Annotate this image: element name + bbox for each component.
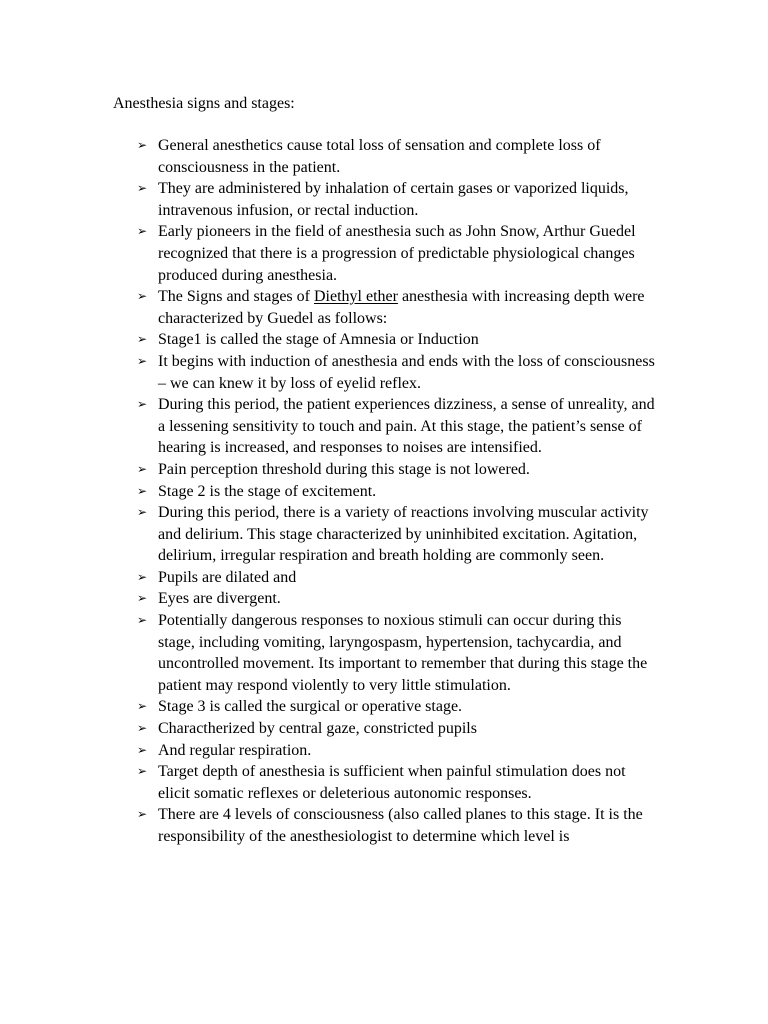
list-item-text: Stage 3 is called the surgical or operative stage. — [158, 698, 463, 716]
list-item — [136, 588, 656, 610]
list-item-text-after: anesthesia with increasing depth were characterized by Guedel as follows: — [158, 288, 645, 327]
arrowhead-bullet-icon: ➢ — [137, 721, 148, 736]
list-item-text: There are 4 levels of consciousness (also called planes to this stage. It is the responsibility of the anesthesiologist to determine which level is — [158, 806, 643, 845]
list-item — [136, 221, 656, 286]
arrowhead-bullet-icon: ➢ — [137, 613, 148, 628]
arrowhead-bullet-icon: ➢ — [137, 764, 148, 779]
arrowhead-bullet-icon: ➢ — [137, 699, 148, 714]
arrowhead-bullet-icon: ➢ — [137, 483, 148, 498]
list-item-text-before: The Signs and stages of — [158, 288, 314, 306]
list-item — [136, 502, 656, 567]
arrowhead-bullet-icon: ➢ — [137, 742, 148, 757]
arrowhead-bullet-icon: ➢ — [137, 224, 148, 239]
arrowhead-bullet-icon: ➢ — [137, 353, 148, 368]
list-item-text: Target depth of anesthesia is sufficient when painful stimulation does not elicit somatic reflexes or deleterious autonomic responses. — [158, 763, 626, 802]
list-item-text: Stage 2 is the stage of excitement. — [158, 482, 377, 500]
arrowhead-bullet-icon: ➢ — [137, 505, 148, 520]
arrowhead-bullet-icon: ➢ — [137, 807, 148, 822]
arrowhead-bullet-icon: ➢ — [137, 181, 148, 196]
list-item — [136, 804, 656, 847]
arrowhead-bullet-icon: ➢ — [137, 289, 148, 304]
list-item — [136, 459, 656, 481]
arrowhead-bullet-icon: ➢ — [137, 569, 148, 584]
arrowhead-bullet-icon: ➢ — [137, 591, 148, 606]
list-item — [136, 696, 656, 718]
list-item-text: Pain perception threshold during this stage is not lowered. — [158, 460, 530, 478]
list-item-text: Early pioneers in the field of anesthesia such as John Snow, Arthur Guedel recognized that there is a progression of predictable physiological changes produced during anesthesia. — [158, 223, 636, 284]
list-item — [136, 329, 656, 351]
arrowhead-bullet-icon: ➢ — [137, 461, 148, 476]
list-item — [136, 481, 656, 503]
list-item-text: During this period, the patient experiences dizziness, a sense of unreality, and a lessening sensitivity to touch and pain. At this stage, the patient’s sense of hearing is increased, and responses to noises are intensified. — [158, 396, 655, 457]
list-item — [136, 178, 656, 221]
arrowhead-bullet-icon: ➢ — [137, 332, 148, 347]
list-item-text: Charactherized by central gaze, constricted pupils — [158, 720, 477, 738]
arrowhead-bullet-icon: ➢ — [137, 397, 148, 412]
list-item — [136, 135, 656, 178]
diethyl-ether-link-text: Diethyl ether — [313, 288, 398, 306]
list-item-text: And regular respiration. — [158, 741, 312, 759]
list-item — [136, 351, 656, 394]
list-item-text: It begins with induction of anesthesia and ends with the loss of consciousness – we can knew it by loss of eyelid reflex. — [158, 352, 655, 392]
list-item — [136, 718, 656, 740]
arrowhead-bullet-icon: ➢ — [137, 138, 148, 152]
list-item — [136, 394, 656, 459]
list-item-text: During this period, there is a variety of reactions involving muscular activity and delirium. This stage characterized by uninhibited excitation. Agitation, delirium, irregular respiration and breath holding are commonly seen. — [158, 504, 649, 565]
bullet-list — [136, 135, 656, 848]
list-item — [136, 740, 656, 762]
list-item — [136, 761, 656, 804]
list-item — [136, 286, 656, 329]
list-item-text: Eyes are divergent. — [158, 590, 281, 608]
list-item-text: General anesthetics cause total loss of sensation and complete loss of consciousness in the patient. — [158, 137, 601, 176]
list-item — [136, 610, 656, 696]
list-item — [136, 567, 656, 589]
list-item-text: Stage1 is called the stage of Amnesia or Induction — [158, 331, 479, 349]
list-item-text: Pupils are dilated and — [158, 568, 297, 586]
list-item-text: They are administered by inhalation of certain gases or vaporized liquids, intravenous infusion, or rectal induction. — [158, 180, 629, 219]
document-title: Anesthesia signs and stages: — [113, 95, 295, 112]
list-item-text: Potentially dangerous responses to noxious stimuli can occur during this stage, including vomiting, laryngospasm, hypertension, tachycardia, and uncontrolled movement. Its important to remember that during this stage the patient may respond violently to very little stimulation. — [158, 612, 648, 694]
list-item-text — [158, 288, 645, 327]
